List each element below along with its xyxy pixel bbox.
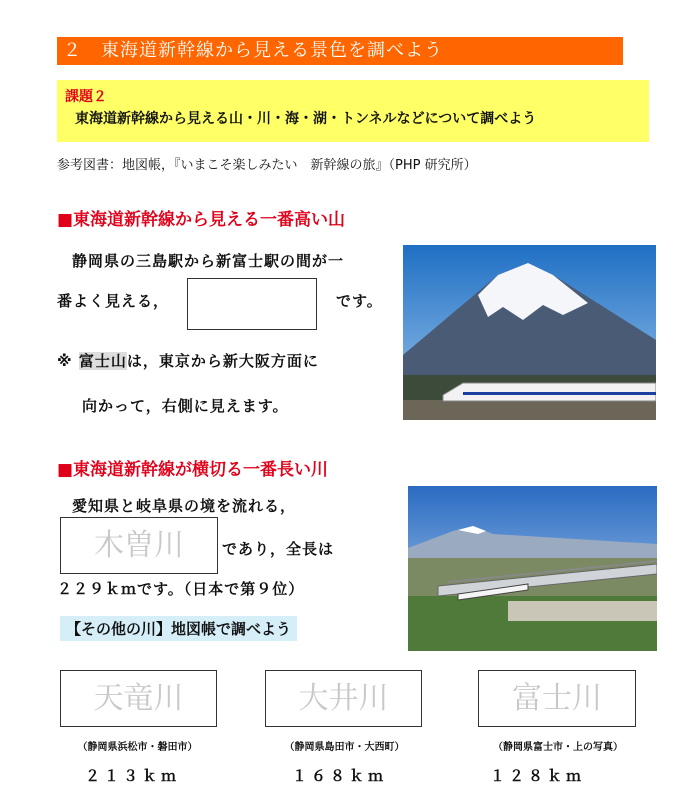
mountain-line2-suffix: です。	[336, 292, 383, 310]
other-river-caption-1: （静岡県浜松市・磐田市）	[77, 742, 198, 753]
other-river-answer-2[interactable]: 大井川	[265, 670, 422, 727]
mountain-answer-box[interactable]	[187, 278, 317, 330]
task-box	[57, 80, 649, 142]
other-river-caption-3: （静岡県富士市・上の写真）	[493, 742, 623, 753]
note-highlight: 富士山	[78, 352, 127, 370]
task-label: 課題２	[65, 89, 107, 105]
other-rest: 地図帳で調べよう	[171, 620, 292, 638]
section-title: ２ 東海道新幹線から見える景色を調べよう	[57, 37, 623, 65]
mt-fuji-photo	[403, 245, 656, 420]
mountain-heading: ■東海道新幹線から見える一番高い山	[57, 210, 346, 230]
river-answer-box[interactable]: 木曽川	[60, 517, 218, 574]
note-mark: ※	[57, 352, 73, 370]
other-river-length-2: １６８ｋｍ	[291, 767, 387, 785]
river-line3: ２２９ｋｍです。（日本で第９位）	[57, 580, 305, 598]
note-rest: は，東京から新大阪方面に	[126, 352, 319, 370]
mountain-note	[57, 350, 319, 371]
reference-books: 参考図書：地図帳，『いまこそ楽しみたい 新幹線の旅』（PHP 研究所）	[57, 158, 477, 173]
task-text: 東海道新幹線から見える山・川・海・湖・トンネルなどについて調べよう	[75, 111, 537, 127]
river-line1: 愛知県と岐阜県の境を流れる，	[72, 497, 297, 515]
other-river-length-1: ２１３ｋｍ	[84, 767, 180, 785]
other-river-caption-2: （静岡県島田市・大西町）	[284, 742, 405, 753]
other-bracket: 【その他の川】	[66, 620, 172, 638]
mountain-line1: 静岡県の三島駅から新富士駅の間が一	[72, 252, 345, 270]
mountain-line2-prefix: 番よく見える，	[57, 292, 170, 310]
other-river-length-3: １２８ｋｍ	[489, 767, 585, 785]
other-rivers-heading	[60, 616, 297, 641]
other-river-answer-3[interactable]: 富士川	[478, 670, 636, 727]
river-line2-suffix: であり，全長は	[222, 540, 335, 558]
other-river-answer-1[interactable]: 天竜川	[60, 670, 217, 727]
river-heading: ■東海道新幹線が横切る一番長い川	[57, 460, 329, 480]
shinkansen-bridge-photo	[408, 486, 657, 651]
mountain-note-line2: 向かって，右側に見えます。	[82, 397, 289, 415]
